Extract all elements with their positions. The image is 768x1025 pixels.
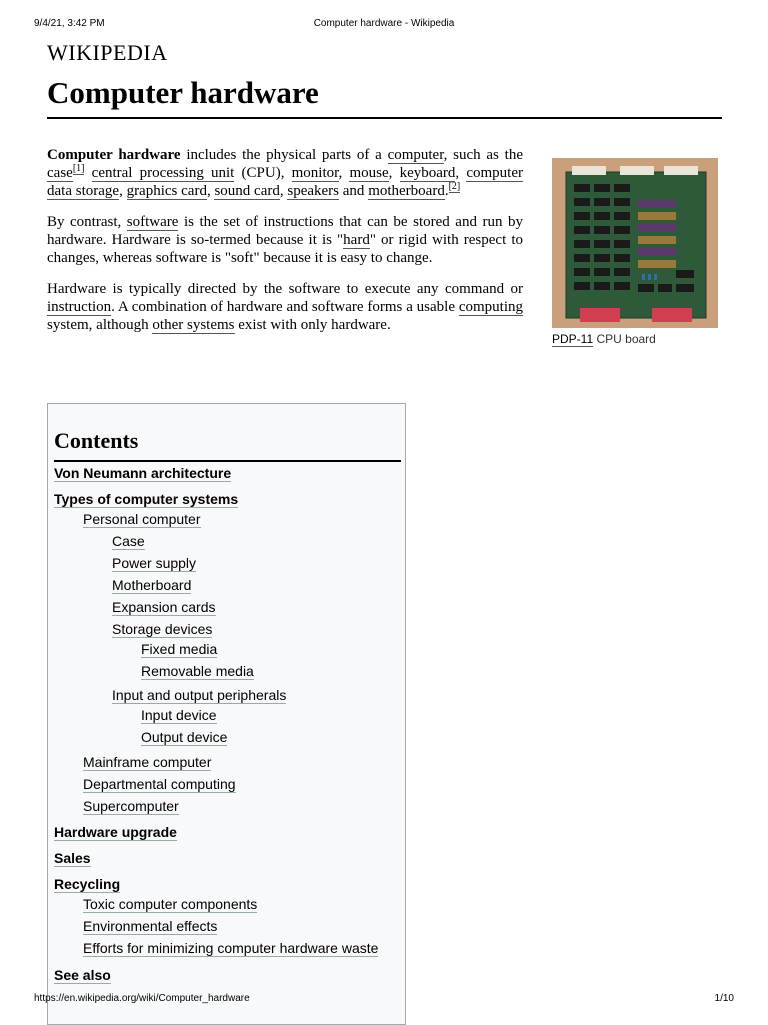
- toc-item-hardware-upgrade[interactable]: Hardware upgrade: [54, 824, 177, 840]
- link-computing[interactable]: computing: [458, 299, 523, 315]
- table-of-contents: [47, 403, 406, 1025]
- link-pdp-11[interactable]: PDP-11: [552, 332, 594, 346]
- toc-item-sales[interactable]: Sales: [54, 850, 91, 866]
- toc-item-storage-devices[interactable]: Storage devices: [112, 621, 213, 637]
- figure-caption: PDP-11 CPU board: [552, 332, 656, 346]
- toc-item-mainframe[interactable]: Mainframe computer: [83, 754, 212, 770]
- toc-item-personal-computer[interactable]: Personal computer: [83, 511, 201, 527]
- link-cpu[interactable]: central processing unit: [91, 165, 235, 181]
- link-data-storage[interactable]: computer data storage: [47, 165, 523, 199]
- toc-item-see-also[interactable]: See also: [54, 967, 111, 983]
- page-title: Computer hardware: [47, 75, 722, 119]
- link-graphics-card[interactable]: graphics card: [126, 183, 207, 199]
- link-keyboard[interactable]: keyboard: [399, 165, 456, 181]
- link-instruction[interactable]: instruction: [47, 299, 112, 315]
- print-url: https://en.wikipedia.org/wiki/Computer_hardware: [34, 993, 250, 1004]
- link-computer[interactable]: computer: [387, 147, 444, 163]
- wikipedia-wordmark[interactable]: WIKIPEDIA: [47, 40, 168, 65]
- toc-heading: Contents: [54, 428, 401, 462]
- toc-item-case[interactable]: Case: [112, 533, 145, 549]
- intro-paragraph-3: Hardware is typically directed by the software to execute any command or instruction. A combination of hardware and software forms a usable computing system, although other systems exist with only hardware.: [47, 281, 523, 333]
- toc-item-toxic-components[interactable]: Toxic computer components: [83, 896, 258, 912]
- link-sound-card[interactable]: sound card: [214, 183, 280, 199]
- toc-item-removable-media[interactable]: Removable media: [141, 663, 254, 679]
- article-body: [47, 146, 523, 347]
- link-motherboard[interactable]: motherboard: [368, 183, 445, 199]
- link-speakers[interactable]: speakers: [287, 183, 340, 199]
- intro-paragraph-1: Computer hardware includes the physical parts of a computer, such as the case[1] central processing unit (CPU), monitor, mouse, keyboard, computer data storage, graphics card, sound card, speakers and motherboard.[2]: [47, 147, 523, 199]
- toc-item-environmental-effects[interactable]: Environmental effects: [83, 918, 218, 934]
- print-page-number: 1/10: [714, 993, 734, 1004]
- toc-item-power-supply[interactable]: Power supply: [112, 555, 197, 571]
- ref-1[interactable]: [1]: [72, 163, 85, 174]
- link-hard[interactable]: hard: [343, 232, 370, 248]
- link-mouse[interactable]: mouse: [349, 165, 389, 181]
- toc-item-von-neumann[interactable]: Von Neumann architecture: [54, 465, 232, 481]
- circuit-board-illustration: [552, 158, 718, 328]
- thumbnail-figure: [552, 158, 718, 346]
- toc-item-output-device[interactable]: Output device: [141, 729, 228, 745]
- pdp11-board-image[interactable]: [552, 158, 718, 328]
- toc-item-expansion-cards[interactable]: Expansion cards: [112, 599, 216, 615]
- toc-item-minimizing-waste[interactable]: Efforts for minimizing computer hardware waste: [83, 940, 379, 956]
- toc-item-io-peripherals[interactable]: Input and output peripherals: [112, 687, 287, 703]
- toc-item-types[interactable]: Types of computer systems: [54, 491, 239, 507]
- link-software[interactable]: software: [126, 214, 179, 230]
- toc-item-motherboard[interactable]: Motherboard: [112, 577, 192, 593]
- link-other-systems[interactable]: other systems: [152, 317, 235, 333]
- print-page-title: Computer hardware - Wikipedia: [313, 18, 455, 29]
- toc-item-departmental[interactable]: Departmental computing: [83, 776, 236, 792]
- link-monitor[interactable]: monitor: [291, 165, 339, 181]
- bold-term: Computer hardware: [47, 147, 181, 163]
- toc-item-fixed-media[interactable]: Fixed media: [141, 641, 218, 657]
- ref-2[interactable]: [2]: [448, 181, 461, 192]
- intro-paragraph-2: By contrast, software is the set of instructions that can be stored and run by hardware. Hardware is so-termed because it is "hard" or rigid with respect to changes, whereas software is "soft" because it is easy to change.: [47, 214, 523, 266]
- toc-item-input-device[interactable]: Input device: [141, 707, 217, 723]
- print-datetime: 9/4/21, 3:42 PM: [34, 18, 105, 29]
- link-case[interactable]: case: [47, 165, 73, 181]
- toc-item-recycling[interactable]: Recycling: [54, 876, 121, 892]
- toc-item-supercomputer[interactable]: Supercomputer: [83, 798, 179, 814]
